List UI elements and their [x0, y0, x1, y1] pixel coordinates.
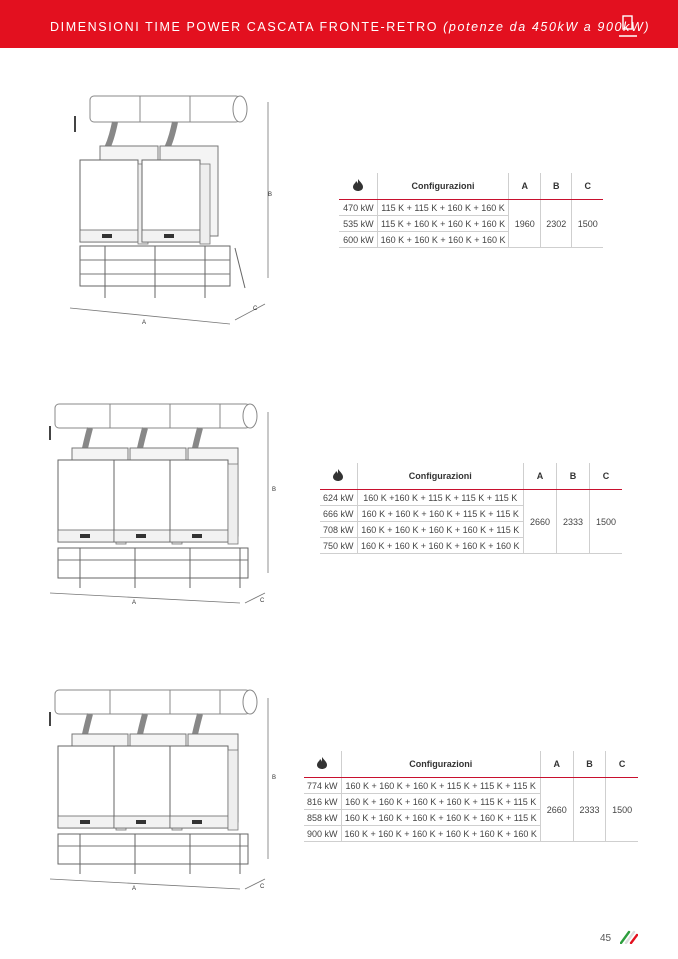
config-cell: 160 K + 160 K + 160 K + 160 K + 160 K + 115 K	[341, 810, 540, 826]
table-row	[320, 490, 622, 506]
dim-b-value: 2333	[557, 490, 590, 554]
power-cell: 708 kW	[320, 522, 357, 538]
cascade-drawing-4	[60, 88, 280, 328]
page-number: 45	[600, 933, 612, 944]
power-cell: 900 kW	[304, 826, 341, 842]
table-row	[304, 778, 638, 794]
power-cell: 624 kW	[320, 490, 357, 506]
config-table	[320, 463, 622, 554]
col-c: C	[590, 463, 623, 490]
dim-b-value: 2333	[573, 778, 606, 842]
config-table	[304, 751, 638, 842]
cascade-drawing-5	[40, 398, 280, 608]
italy-flag-logo	[620, 930, 638, 944]
dim-a-value: 2660	[524, 490, 557, 554]
config-cell: 115 K + 115 K + 160 K + 160 K	[377, 200, 509, 216]
power-cell: 858 kW	[304, 810, 341, 826]
col-a: A	[540, 751, 573, 778]
dim-label-c: C	[260, 884, 265, 890]
col-c: C	[572, 173, 603, 200]
power-cell: 470 kW	[339, 200, 377, 216]
power-cell: 816 kW	[304, 794, 341, 810]
title-subtitle: (potenze da 450kW a 900kW)	[443, 20, 651, 34]
col-b: B	[573, 751, 606, 778]
dim-label-c: C	[260, 598, 265, 604]
col-configurazioni: Configurazioni	[377, 173, 509, 200]
dim-label-b: B	[272, 775, 277, 781]
dim-b-value: 2302	[540, 200, 572, 248]
col-a: A	[524, 463, 557, 490]
config-cell: 160 K + 160 K + 160 K + 115 K + 115 K + 115 K	[341, 778, 540, 794]
cascade-drawing-6	[40, 684, 280, 894]
dim-label-a: A	[132, 600, 137, 606]
col-c: C	[606, 751, 638, 778]
boiler-icon	[618, 14, 638, 40]
col-configurazioni: Configurazioni	[341, 751, 540, 778]
dim-label-b: B	[272, 487, 277, 493]
table-row	[339, 200, 603, 216]
config-cell: 160 K + 160 K + 160 K + 160 K + 160 K	[357, 538, 523, 554]
dim-c-value: 1500	[572, 200, 603, 248]
config-cell: 160 K + 160 K + 160 K + 160 K + 115 K	[357, 522, 523, 538]
dim-a-value: 1960	[509, 200, 541, 248]
col-b: B	[540, 173, 572, 200]
config-cell: 160 K +160 K + 115 K + 115 K + 115 K	[357, 490, 523, 506]
dim-c-value: 1500	[606, 778, 638, 842]
title-text: DIMENSIONI TIME POWER CASCATA FRONTE-RETRO	[50, 20, 439, 34]
col-a: A	[509, 173, 541, 200]
power-cell: 600 kW	[339, 232, 377, 248]
flame-icon	[339, 173, 377, 200]
flame-icon	[320, 463, 357, 490]
dim-a-value: 2660	[540, 778, 573, 842]
dim-label-a: A	[142, 320, 147, 326]
dim-c-value: 1500	[590, 490, 623, 554]
dim-label-c: C	[253, 306, 258, 312]
config-table	[339, 173, 603, 248]
dim-label-a: A	[132, 886, 137, 892]
config-cell: 160 K + 160 K + 160 K + 115 K + 115 K	[357, 506, 523, 522]
power-cell: 666 kW	[320, 506, 357, 522]
page-header	[0, 0, 678, 48]
config-cell: 160 K + 160 K + 160 K + 160 K	[377, 232, 509, 248]
power-cell: 535 kW	[339, 216, 377, 232]
power-cell: 750 kW	[320, 538, 357, 554]
dim-label-b: B	[268, 192, 273, 198]
power-cell: 774 kW	[304, 778, 341, 794]
page-title	[50, 20, 650, 34]
flame-icon	[304, 751, 341, 778]
config-cell: 115 K + 160 K + 160 K + 160 K	[377, 216, 509, 232]
config-cell: 160 K + 160 K + 160 K + 160 K + 160 K + 160 K	[341, 826, 540, 842]
config-cell: 160 K + 160 K + 160 K + 160 K + 115 K + 115 K	[341, 794, 540, 810]
col-b: B	[557, 463, 590, 490]
col-configurazioni: Configurazioni	[357, 463, 523, 490]
